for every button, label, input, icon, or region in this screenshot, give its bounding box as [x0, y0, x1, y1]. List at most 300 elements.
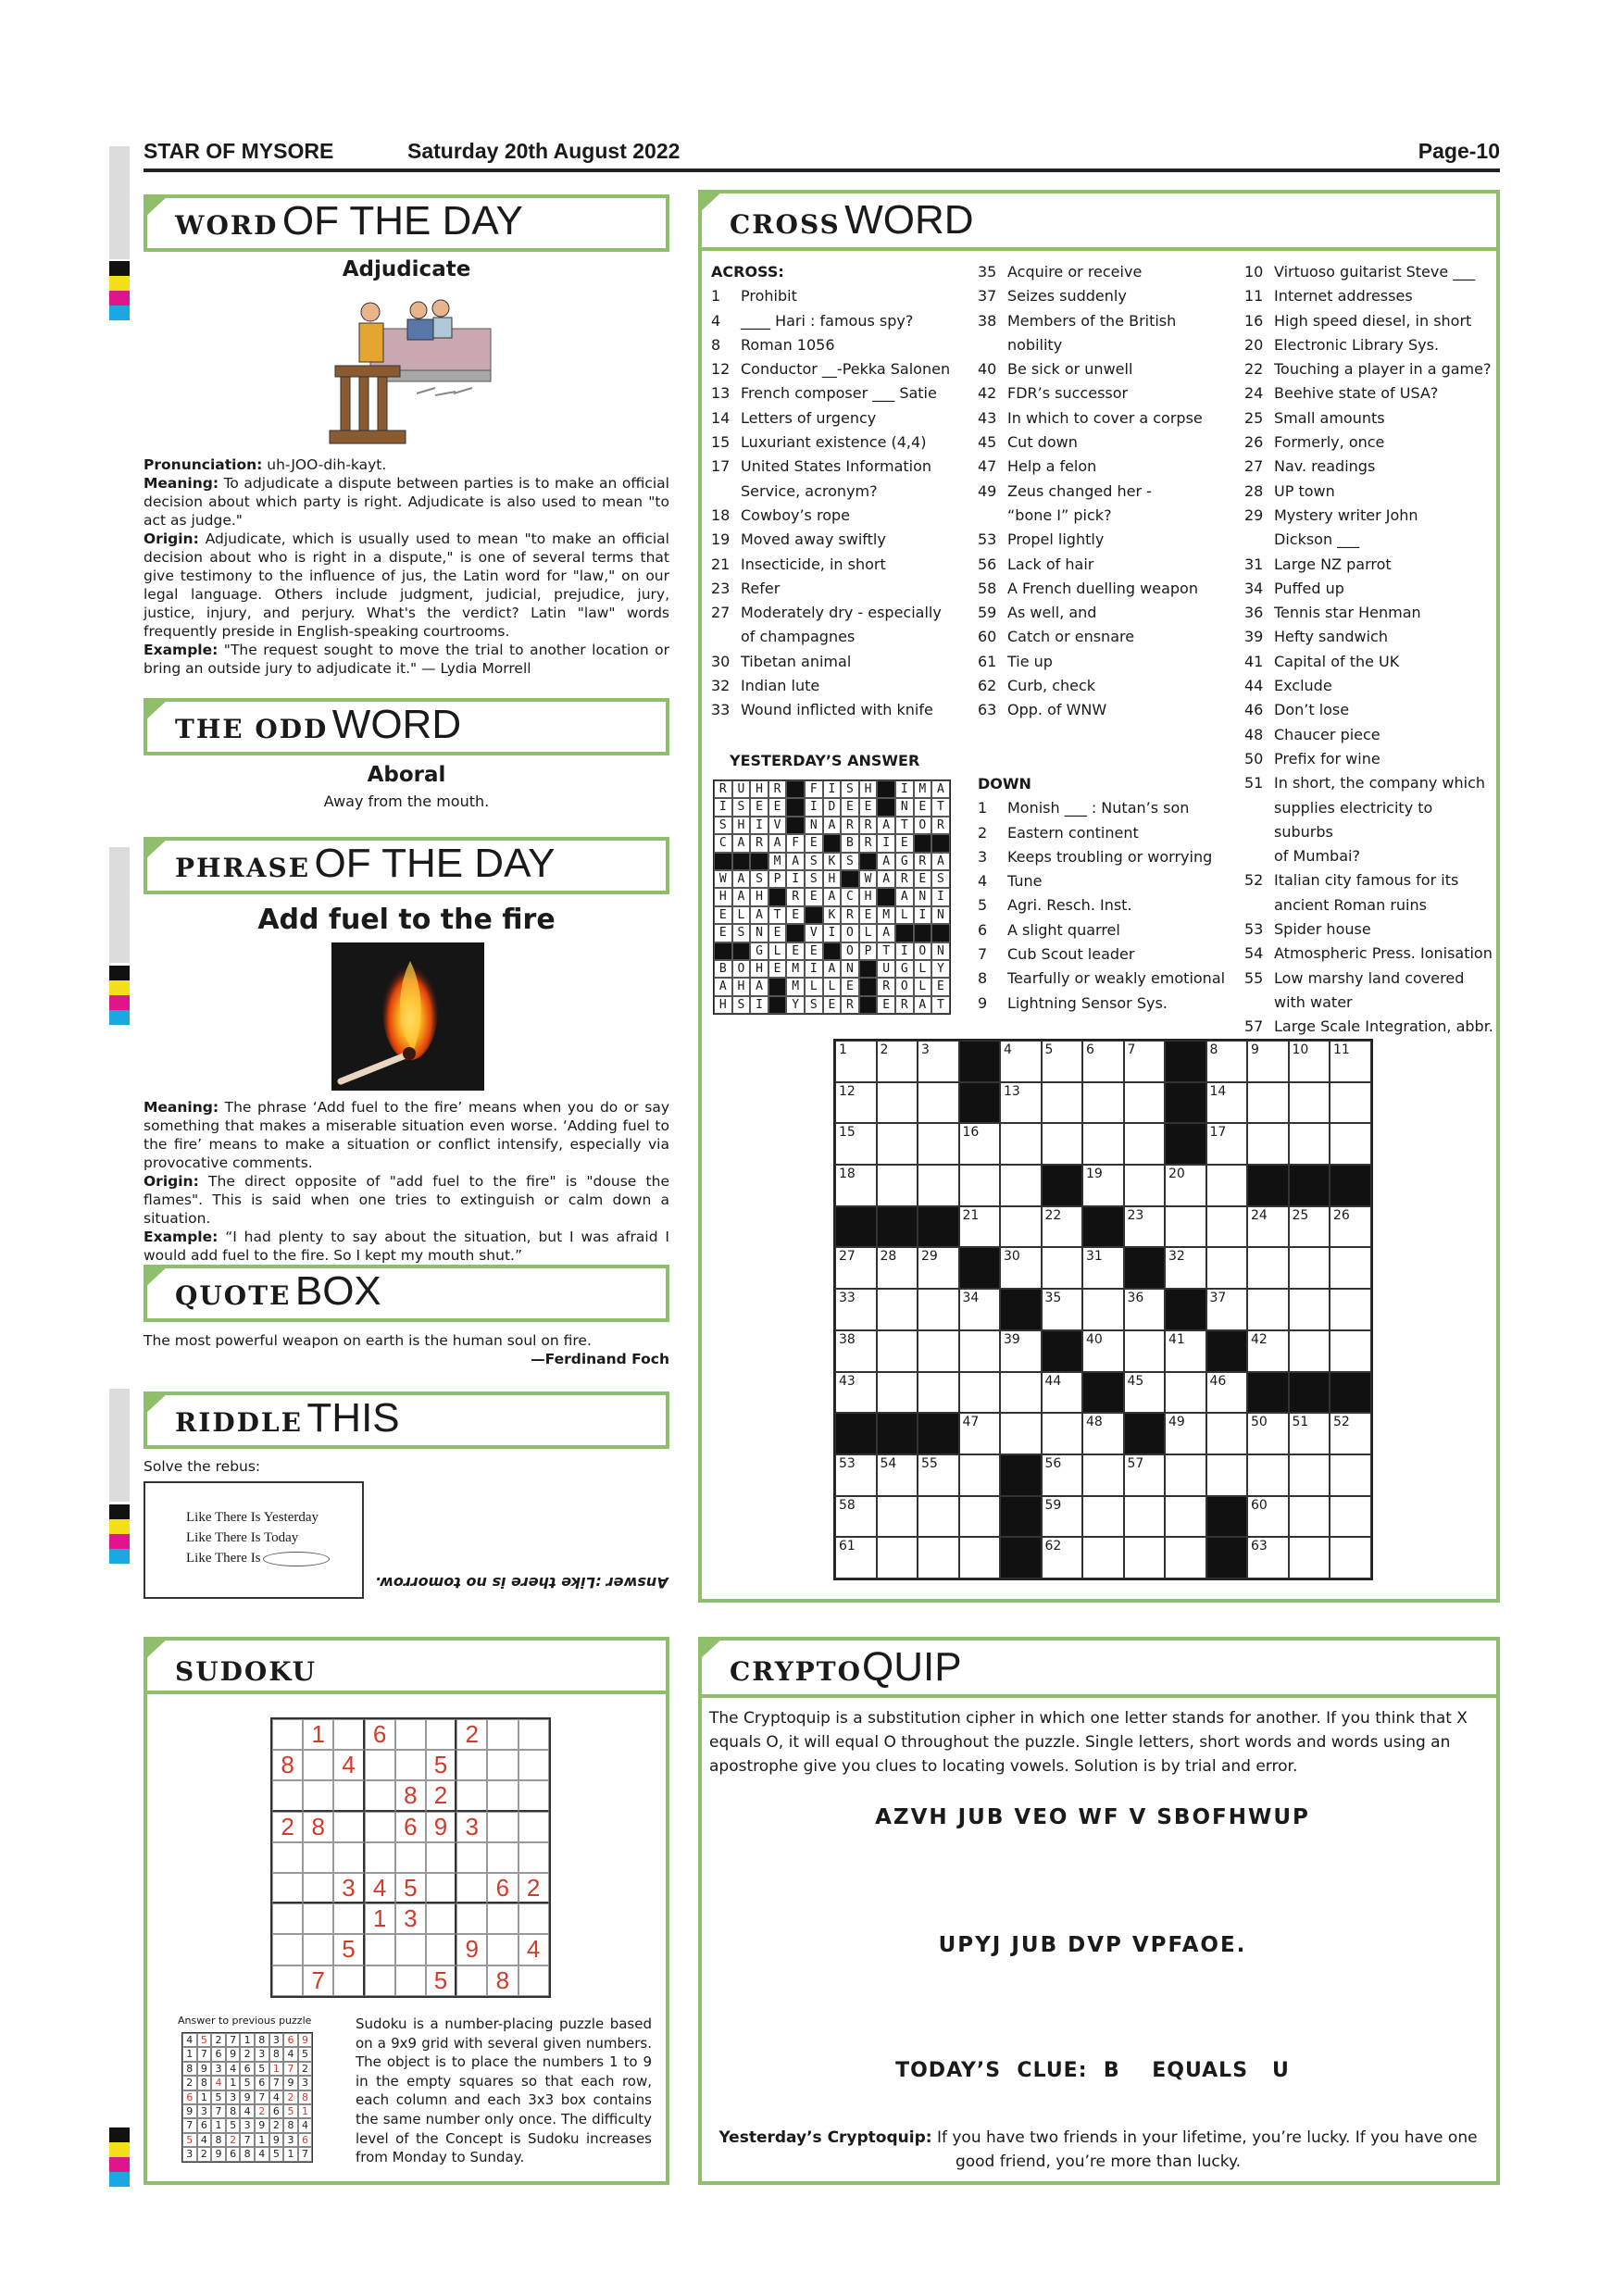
crossword-cell[interactable] — [1082, 1496, 1124, 1538]
black-square — [1042, 1165, 1083, 1206]
crossword-cell[interactable] — [1124, 1082, 1166, 1124]
answer-cell: A — [732, 888, 751, 905]
crossword-cell[interactable] — [959, 1537, 1001, 1578]
answer-cell: E — [841, 978, 859, 995]
crossword-cell[interactable]: 2 — [877, 1041, 918, 1082]
crossword-cell[interactable] — [877, 1289, 918, 1330]
answer-cell: H — [823, 870, 842, 888]
color-mark — [109, 261, 130, 276]
clue-item — [1244, 333, 1494, 357]
clue-item — [978, 430, 1246, 455]
sudoku-cell[interactable]: 4 — [518, 1934, 549, 1965]
crossword-cell[interactable] — [1082, 1289, 1124, 1330]
clue-item — [711, 674, 952, 698]
clue-number: 32 — [711, 677, 731, 695]
clue-item — [978, 698, 1246, 722]
answer-cell: A — [750, 978, 768, 995]
judge-illustration — [315, 292, 500, 449]
clue-number — [978, 504, 1007, 528]
riddle-heading — [144, 1391, 669, 1449]
sudoku-cell[interactable]: 4 — [365, 1873, 395, 1903]
answer-cell: N — [931, 906, 950, 924]
crossword-cell[interactable] — [877, 1330, 918, 1372]
crossword-cell[interactable]: 22 — [1042, 1206, 1083, 1248]
crossword-cell[interactable] — [1042, 1082, 1083, 1124]
answer-cell: E — [786, 906, 805, 924]
clue-text: Beehive state of USA? — [1274, 384, 1439, 403]
crossword-cell[interactable]: 47 — [959, 1413, 1001, 1454]
crossword-cell[interactable]: 18 — [835, 1165, 877, 1206]
heading-light: OF THE DAY — [281, 198, 523, 243]
crossword-cell[interactable]: 4 — [1000, 1041, 1042, 1082]
crossword-cell[interactable] — [1289, 1454, 1330, 1496]
previous-answer-cell: 6 — [298, 2133, 313, 2147]
crossword-cell[interactable] — [1042, 1123, 1083, 1165]
clue-number: 56 — [978, 555, 997, 573]
crossword-cell[interactable]: 35 — [1042, 1289, 1083, 1330]
heading-bold: CRYPTO — [730, 1656, 862, 1687]
answer-cell: A — [914, 996, 932, 1014]
crossword-cell[interactable] — [1082, 1082, 1124, 1124]
crossword-cell[interactable] — [1000, 1372, 1042, 1414]
clue-number: 3 — [978, 847, 988, 866]
crossword-cell[interactable]: 43 — [835, 1372, 877, 1414]
crossword-cell[interactable]: 16 — [959, 1123, 1001, 1165]
clue-item — [1244, 942, 1494, 966]
previous-answer-cell: 3 — [269, 2033, 284, 2047]
black-square — [859, 960, 878, 978]
crossword-cell[interactable] — [1000, 1413, 1042, 1454]
crossword-cell[interactable]: 38 — [835, 1330, 877, 1372]
crossword-cell[interactable]: 14 — [1206, 1082, 1248, 1124]
crossword-cell[interactable]: 59 — [1042, 1496, 1083, 1538]
color-mark — [109, 2157, 130, 2172]
sudoku-cell[interactable]: 1 — [365, 1903, 395, 1934]
answer-cell: E — [895, 834, 914, 852]
sudoku-cell[interactable]: 8 — [487, 1965, 518, 1996]
answer-cell: R — [877, 978, 895, 995]
black-square — [877, 780, 895, 798]
crossword-cell[interactable] — [918, 1537, 959, 1578]
page-number: Page-10 — [1418, 139, 1500, 163]
sudoku-cell[interactable]: 7 — [303, 1965, 333, 1996]
crossword-cell[interactable] — [1124, 1330, 1166, 1372]
clue-item — [978, 357, 1246, 381]
answer-cell: L — [805, 978, 823, 995]
clue-text: Curb, check — [1007, 677, 1096, 695]
answer-cell: F — [786, 834, 805, 852]
crossword-cell[interactable] — [1082, 1123, 1124, 1165]
crossword-cell[interactable]: 8 — [1206, 1041, 1248, 1082]
clue-item — [978, 845, 1246, 869]
clue-text: As well, and — [1007, 604, 1097, 622]
clue-text: Members of the British — [1007, 311, 1177, 330]
crossword-cell[interactable]: 60 — [1247, 1496, 1289, 1538]
clue-number: 25 — [1244, 408, 1264, 427]
crossword-cell[interactable] — [1206, 1413, 1248, 1454]
answer-cell: A — [895, 888, 914, 905]
clue-number: 30 — [711, 652, 731, 670]
heading-light: OF THE DAY — [314, 841, 556, 886]
sudoku-cell[interactable]: 9 — [426, 1812, 456, 1842]
crossword-cell[interactable]: 24 — [1247, 1206, 1289, 1248]
crossword-cell[interactable] — [877, 1372, 918, 1414]
previous-answer-cell: 4 — [197, 2133, 212, 2147]
crossword-cell[interactable] — [1289, 1123, 1330, 1165]
crossword-cell[interactable]: 58 — [835, 1496, 877, 1538]
crossword-cell[interactable]: 56 — [1042, 1454, 1083, 1496]
previous-answer-cell: 5 — [283, 2104, 298, 2118]
crossword-cell[interactable]: 25 — [1289, 1206, 1330, 1248]
crossword-cell[interactable] — [959, 1330, 1001, 1372]
crossword-cell[interactable] — [1165, 1206, 1206, 1248]
crossword-cell[interactable] — [1165, 1496, 1206, 1538]
black-square — [859, 996, 878, 1014]
crossword-cell[interactable] — [1206, 1247, 1248, 1289]
clue-number: 39 — [1244, 628, 1264, 646]
answer-cell: S — [841, 780, 859, 798]
crossword-cell[interactable] — [1124, 1537, 1166, 1578]
heading-light: THIS — [306, 1395, 400, 1441]
crossword-cell[interactable]: 55 — [918, 1454, 959, 1496]
previous-answer-cell: 1 — [283, 2147, 298, 2161]
crossword-cell[interactable]: 57 — [1124, 1454, 1166, 1496]
answer-cell: R — [786, 888, 805, 905]
black-square — [786, 780, 805, 798]
crossword-cell[interactable]: 21 — [959, 1206, 1001, 1248]
crossword-cell[interactable] — [1247, 1247, 1289, 1289]
crossword-cell[interactable] — [1330, 1082, 1371, 1124]
black-square — [1206, 1330, 1248, 1372]
crossword-cell[interactable] — [959, 1454, 1001, 1496]
crossword-cell[interactable]: 52 — [1330, 1413, 1371, 1454]
clue-item — [1244, 747, 1494, 771]
clue-number: 22 — [1244, 360, 1264, 379]
crossword-cell[interactable]: 37 — [1206, 1289, 1248, 1330]
crossword-cell[interactable]: 30 — [1000, 1247, 1042, 1289]
previous-answer-cell: 3 — [240, 2118, 255, 2132]
sudoku-cell[interactable]: 3 — [395, 1903, 426, 1934]
crossword-cell[interactable]: 51 — [1289, 1413, 1330, 1454]
crossword-cell[interactable] — [1206, 1165, 1248, 1206]
clue-number: 6 — [978, 920, 988, 939]
black-square — [768, 996, 787, 1014]
crossword-cell[interactable] — [877, 1165, 918, 1206]
crossword-cell[interactable]: 19 — [1082, 1165, 1124, 1206]
crossword-cell[interactable]: 6 — [1082, 1041, 1124, 1082]
crossword-cell[interactable]: 3 — [918, 1041, 959, 1082]
crossword-cell[interactable] — [1289, 1289, 1330, 1330]
clue-number: 8 — [711, 335, 721, 354]
crossword-cell[interactable] — [1042, 1247, 1083, 1289]
sudoku-cell[interactable]: 4 — [333, 1750, 364, 1780]
answer-cell: M — [877, 906, 895, 924]
crossword-cell[interactable] — [1289, 1082, 1330, 1124]
sudoku-cell[interactable]: 3 — [333, 1873, 364, 1903]
previous-answer-cell: 4 — [211, 2076, 226, 2090]
crossword-cell[interactable] — [1082, 1537, 1124, 1578]
answer-cell: L — [895, 906, 914, 924]
crossword-cell[interactable]: 33 — [835, 1289, 877, 1330]
black-square — [918, 1206, 959, 1248]
crossword-cell[interactable] — [918, 1330, 959, 1372]
crossword-cell[interactable] — [1247, 1082, 1289, 1124]
crossword-cell[interactable]: 7 — [1124, 1041, 1166, 1082]
crossword-cell[interactable] — [959, 1496, 1001, 1538]
crossword-cell[interactable] — [1247, 1123, 1289, 1165]
crossword-cell[interactable]: 28 — [877, 1247, 918, 1289]
down-clues-col2 — [978, 772, 1246, 1016]
crossword-cell[interactable]: 9 — [1247, 1041, 1289, 1082]
clue-number: 24 — [1244, 384, 1264, 403]
sudoku-cell[interactable]: 2 — [456, 1719, 487, 1750]
crossword-cell[interactable]: 23 — [1124, 1206, 1166, 1248]
black-square — [786, 924, 805, 942]
answer-cell: R — [895, 996, 914, 1014]
crossword-cell[interactable] — [1289, 1330, 1330, 1372]
black-square — [768, 888, 787, 905]
crossword-cell[interactable] — [1124, 1123, 1166, 1165]
answer-cell: E — [750, 798, 768, 816]
clue-number: 42 — [978, 384, 997, 403]
clue-text: supplies electricity to suburbs — [1274, 798, 1433, 841]
crossword-cell[interactable]: 45 — [1124, 1372, 1166, 1414]
sudoku-cell[interactable]: 1 — [303, 1719, 333, 1750]
crossword-cell[interactable] — [918, 1123, 959, 1165]
crossword-cell[interactable]: 49 — [1165, 1413, 1206, 1454]
clue-text: Help a felon — [1007, 457, 1097, 476]
previous-answer-cell: 7 — [269, 2076, 284, 2090]
crossword-cell[interactable]: 1 — [835, 1041, 877, 1082]
crossword-cell[interactable]: 10 — [1289, 1041, 1330, 1082]
crossword-cell[interactable] — [1000, 1123, 1042, 1165]
crossword-cell[interactable]: 5 — [1042, 1041, 1083, 1082]
crossword-cell[interactable]: 61 — [835, 1537, 877, 1578]
black-square — [1165, 1082, 1206, 1124]
crossword-cell[interactable] — [1042, 1413, 1083, 1454]
crossword-cell[interactable]: 13 — [1000, 1082, 1042, 1124]
crossword-cell[interactable] — [959, 1165, 1001, 1206]
crossword-cell[interactable]: 20 — [1165, 1165, 1206, 1206]
crossword-cell[interactable]: 41 — [1165, 1330, 1206, 1372]
answer-cell: A — [823, 817, 842, 834]
crossword-grid — [833, 1039, 1373, 1580]
crossword-cell[interactable]: 31 — [1082, 1247, 1124, 1289]
clue-number: 17 — [711, 457, 731, 476]
color-mark — [109, 1519, 130, 1534]
crossword-cell[interactable] — [1330, 1247, 1371, 1289]
crossword-cell[interactable]: 34 — [959, 1289, 1001, 1330]
answer-cell: R — [714, 780, 732, 798]
clue-item — [1244, 430, 1494, 455]
sudoku-cell[interactable]: 2 — [518, 1873, 549, 1903]
clue-text: French composer ___ Satie — [741, 384, 937, 403]
black-square — [1082, 1206, 1124, 1248]
clue-text: Moved away swiftly — [741, 530, 886, 549]
crossword-cell[interactable] — [877, 1496, 918, 1538]
sudoku-cell[interactable]: 5 — [426, 1965, 456, 1996]
crossword-cell[interactable] — [1330, 1454, 1371, 1496]
crossword-cell[interactable] — [1289, 1537, 1330, 1578]
sudoku-cell[interactable]: 8 — [395, 1780, 426, 1811]
crossword-cell[interactable] — [1247, 1454, 1289, 1496]
answer-cell: R — [914, 853, 932, 870]
answer-cell: R — [841, 996, 859, 1014]
crossword-cell[interactable] — [1165, 1454, 1206, 1496]
clue-number: 14 — [711, 408, 731, 427]
heading-bold: THE ODD — [175, 714, 329, 744]
answer-cell: T — [931, 996, 950, 1014]
crossword-cell[interactable] — [1330, 1537, 1371, 1578]
clue-item — [1244, 991, 1494, 1015]
crossword-cell[interactable] — [1000, 1165, 1042, 1206]
crossword-cell[interactable] — [1000, 1206, 1042, 1248]
crossword-cell[interactable] — [959, 1372, 1001, 1414]
black-square — [714, 942, 732, 960]
clue-number: 11 — [1244, 287, 1264, 306]
black-square — [959, 1082, 1001, 1124]
color-mark — [109, 966, 130, 980]
clue-number: 35 — [978, 263, 997, 281]
answer-cell: F — [805, 780, 823, 798]
sudoku-cell[interactable]: 2 — [272, 1812, 303, 1842]
previous-answer-cell: 2 — [298, 2062, 313, 2076]
clue-number: 21 — [711, 555, 731, 573]
crossword-cell[interactable]: 46 — [1206, 1372, 1248, 1414]
crossword-cell[interactable] — [918, 1496, 959, 1538]
sudoku-cell[interactable]: 6 — [487, 1873, 518, 1903]
black-square — [931, 834, 950, 852]
sudoku-cell[interactable]: 2 — [426, 1780, 456, 1811]
answer-cell: E — [805, 834, 823, 852]
crossword-cell[interactable]: 40 — [1082, 1330, 1124, 1372]
crossword-cell[interactable]: 17 — [1206, 1123, 1248, 1165]
clue-item — [1244, 260, 1494, 284]
crossword-cell[interactable] — [1330, 1496, 1371, 1538]
crossword-cell[interactable] — [918, 1165, 959, 1206]
crossword-cell[interactable]: 62 — [1042, 1537, 1083, 1578]
crossword-cell[interactable]: 32 — [1165, 1247, 1206, 1289]
crossword-cell[interactable] — [877, 1082, 918, 1124]
previous-answer-cell: 7 — [182, 2118, 197, 2132]
clue-number: 41 — [1244, 652, 1264, 670]
previous-answer-cell: 8 — [298, 2090, 313, 2104]
previous-answer-cell: 8 — [269, 2047, 284, 2061]
answer-cell: U — [877, 960, 895, 978]
answer-cell: R — [768, 780, 787, 798]
previous-answer-cell: 3 — [255, 2047, 269, 2061]
answer-cell: O — [914, 942, 932, 960]
crossword-cell[interactable] — [1082, 1454, 1124, 1496]
clue-text: Hefty sandwich — [1274, 628, 1388, 646]
crossword-cell[interactable] — [918, 1372, 959, 1414]
crossword-cell[interactable] — [1165, 1372, 1206, 1414]
clue-item — [1244, 771, 1494, 795]
answer-cell: R — [841, 817, 859, 834]
crossword-cell[interactable] — [1124, 1165, 1166, 1206]
crossword-cell[interactable] — [1247, 1289, 1289, 1330]
crossword-cell[interactable]: 36 — [1124, 1289, 1166, 1330]
answer-cell: C — [714, 834, 732, 852]
previous-answer-cell: 2 — [211, 2033, 226, 2047]
crossword-cell[interactable] — [1165, 1537, 1206, 1578]
crossword-cell[interactable]: 44 — [1042, 1372, 1083, 1414]
crossword-cell[interactable] — [1206, 1206, 1248, 1248]
clue-item — [1244, 553, 1494, 577]
crossword-cell[interactable] — [1124, 1496, 1166, 1538]
black-square — [1042, 1330, 1083, 1372]
crossword-cell[interactable] — [1289, 1247, 1330, 1289]
previous-answer-cell: 2 — [255, 2104, 269, 2118]
crossword-cell[interactable] — [1330, 1330, 1371, 1372]
sudoku-cell[interactable]: 3 — [456, 1812, 487, 1842]
clue-text: High speed diesel, in short — [1274, 311, 1472, 330]
sudoku-cell[interactable]: 6 — [365, 1719, 395, 1750]
sudoku-cell[interactable]: 9 — [456, 1934, 487, 1965]
page-header — [144, 137, 1500, 172]
clue-number: 45 — [978, 433, 997, 452]
previous-answer-label: Answer to previous puzzle — [178, 2015, 312, 2027]
crossword-cell[interactable] — [1289, 1496, 1330, 1538]
crossword-cell[interactable]: 48 — [1082, 1413, 1124, 1454]
crossword-cell[interactable]: 27 — [835, 1247, 877, 1289]
clue-text: Agri. Resch. Inst. — [1007, 896, 1132, 915]
odd-word-definition: Away from the mouth. — [323, 792, 490, 810]
crossword-cell[interactable]: 15 — [835, 1123, 877, 1165]
print-margin-bar — [109, 847, 130, 963]
crossword-cell[interactable] — [1206, 1454, 1248, 1496]
clue-item — [711, 577, 952, 601]
sudoku-cell[interactable]: 8 — [272, 1750, 303, 1780]
crossword-cell[interactable] — [918, 1082, 959, 1124]
sudoku-cell[interactable]: 5 — [333, 1934, 364, 1965]
crossword-cell[interactable]: 42 — [1247, 1330, 1289, 1372]
sudoku-cell[interactable]: 6 — [395, 1812, 426, 1842]
black-square — [805, 906, 823, 924]
crossword-cell[interactable] — [1330, 1289, 1371, 1330]
answer-cell: L — [914, 960, 932, 978]
crossword-cell[interactable]: 11 — [1330, 1041, 1371, 1082]
crossword-cell[interactable]: 53 — [835, 1454, 877, 1496]
answer-cell: O — [732, 960, 751, 978]
crossword-cell[interactable]: 12 — [835, 1082, 877, 1124]
sudoku-cell[interactable]: 5 — [395, 1873, 426, 1903]
yesterday-answer-title: YESTERDAY’S ANSWER — [730, 752, 920, 769]
rebus-line: Like There Is Today — [186, 1530, 299, 1545]
black-square — [1000, 1454, 1042, 1496]
crossword-cell[interactable]: 29 — [918, 1247, 959, 1289]
heading-bold: QUOTE — [175, 1280, 292, 1311]
crossword-cell[interactable] — [918, 1289, 959, 1330]
sudoku-cell[interactable]: 8 — [303, 1812, 333, 1842]
crossword-cell[interactable]: 50 — [1247, 1413, 1289, 1454]
crossword-cell[interactable]: 26 — [1330, 1206, 1371, 1248]
crossword-cell[interactable] — [877, 1123, 918, 1165]
answer-cell: E — [768, 924, 787, 942]
crossword-cell[interactable]: 39 — [1000, 1330, 1042, 1372]
clue-item — [711, 430, 952, 455]
answer-cell: K — [823, 906, 842, 924]
sudoku-cell[interactable]: 5 — [426, 1750, 456, 1780]
crossword-cell[interactable] — [877, 1537, 918, 1578]
crossword-cell[interactable]: 63 — [1247, 1537, 1289, 1578]
clue-text: UP town — [1274, 481, 1335, 500]
answer-cell: A — [786, 853, 805, 870]
answer-cell: Y — [786, 996, 805, 1014]
crossword-cell[interactable]: 54 — [877, 1454, 918, 1496]
crossword-cell[interactable] — [1330, 1123, 1371, 1165]
clue-item — [1244, 868, 1494, 892]
